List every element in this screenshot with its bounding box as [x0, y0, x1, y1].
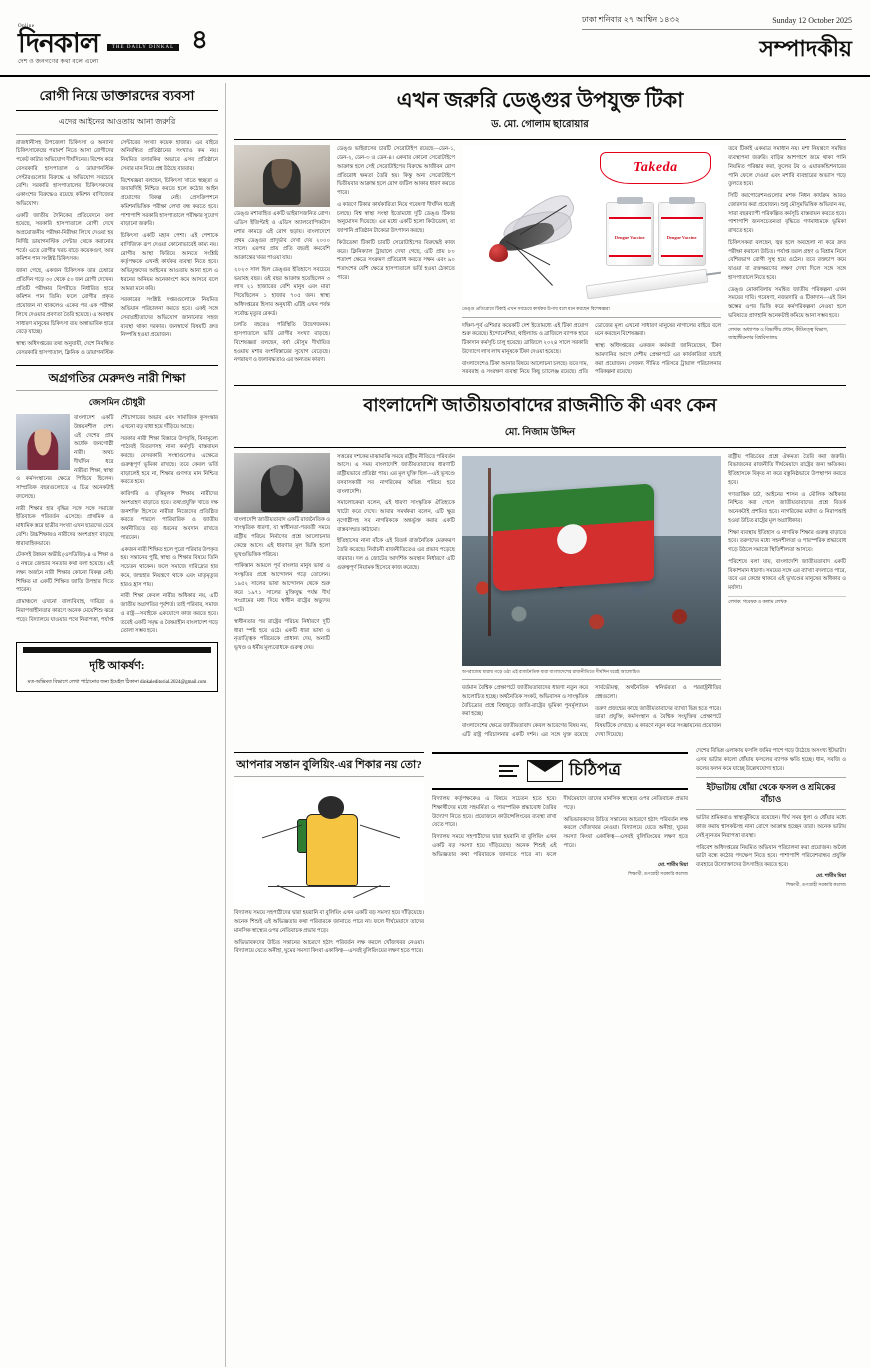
nationalism-body [234, 453, 846, 741]
nationalism-headline: বাংলাদেশি জাতীয়তাবাদের রাজনীতি কী এবং কেন [363, 394, 717, 415]
nationalism-figure-block [462, 453, 721, 741]
paragraph: কারিগরি ও বৃত্তিমূলক শিক্ষায় নারীদের অংশগ্রহণ বাড়াতে হবে। তথ্যপ্রযুক্তি খাতে দক্ষ জনশক্তি হিসেবে নারীরা নিজেদের প্রতিষ্ঠিত করতে পারলে পারিবারিক ও জাতীয় অর্থনীতিতে বড় ধরনের অবদান রাখতে পারবেন। [120, 491, 218, 541]
paragraph: ডেঙ্গু ভাইরাসের চারটি সেরোটাইপ রয়েছে—ডেন-১, ডেন-২, ডেন-৩ ও ডেন-৪। একবার কোনো সেরোটাইপে আক্রান্ত হলে সেই সেরোটাইপের বিরুদ্ধে আজীবন রোগ প্রতিরোধ ক্ষমতা তৈরি হয়। কিন্তু অন্য সেরোটাইপে দ্বিতীয়বার আক্রান্ত হলে রোগ জটিল আকার ধারণ করতে পারে। [337, 146, 455, 197]
paragraph: পাকিস্তান আমলে পূর্ব বাংলার মানুষ ভাষা ও সংস্কৃতির প্রশ্নে আন্দোলন গড়ে তোলেন। ১৯৫২ সালের ভাষা আন্দোলন থেকে শুরু করে ১৯৭১ সালের মুক্তিযুদ্ধ পর্যন্ত দীর্ঘ সংগ্রামের মধ্য দিয়ে স্বাধীন রাষ্ট্রের অভ্যুদয় ঘটে। [234, 563, 330, 614]
lead-col-1 [234, 145, 330, 378]
paragraph: তরুণ প্রজন্মের কাছে জাতীয়তাবাদের ব্যাখ্যা ভিন্ন হতে পারে। তারা প্রযুক্তি, কর্মসংস্থান ও বৈশ্বিক সংযুক্তির প্রেক্ষাপটে বিষয়টিকে দেখছে। এ কারণে নতুন করে সংজ্ঞায়নের প্রয়োজন দেখা দিয়েছে। [595, 705, 722, 738]
paragraph: বাংলাদেশের ক্ষেত্রে জাতীয়তাবাদ কেবল আবেগের বিষয় নয়, এটি রাষ্ট্র পরিচালনার একটি দর্শন। এর সঙ্গে যুক্ত রয়েছে সার্বভৌমত্ব, অর্থনৈতিক স্বনির্ভরতা ও পররাষ্ট্রনীতির প্রশ্নগুলো। [461, 685, 722, 738]
vial-label: Dengue Vaccine [609, 217, 651, 257]
letter-signature: মো. শামীম মিয়া [816, 873, 846, 879]
left-column [16, 83, 226, 1367]
paragraph: গ্রামাঞ্চলে এখনো বাল্যবিবাহ, দারিদ্র্য ও নিরাপত্তাহীনতার কারণে অনেক মেয়েশিশু ঝরে পড়ে। বিদ্যালয়ে যাওয়ার পথে নিরাপত্তা, পর্যাপ্ত শৌচাগারের অভাব এবং সামাজিক কুসংস্কার এখনো বড় বাধা হয়ে দাঁড়িয়ে আছে। [16, 415, 218, 623]
author-portrait [16, 414, 70, 470]
letter-bullying-body [234, 909, 424, 956]
party-flag [493, 484, 654, 592]
dengue-vaccine-figure [462, 145, 721, 303]
nationalism-col-2 [337, 453, 455, 741]
paragraph: চিকিৎসকরা বলছেন, জ্বর হলে অবহেলা না করে দ্রুত পরীক্ষা করানো উচিত। পর্যাপ্ত তরল গ্রহণ ও বিশ্রাম নিলে বেশিরভাগ রোগী সুস্থ হয়ে ওঠেন। তবে রক্তচাপ কমে যাওয়া বা রক্তক্ষরণের লক্ষণ দেখা দিলে সঙ্গে সঙ্গে হাসপাতালে নিতে হবে। [728, 239, 846, 281]
paragraph: দক্ষিণ-পূর্ব এশিয়ার কয়েকটি দেশ ইতোমধ্যে এই টিকা প্রয়োগ শুরু করেছে। ইন্দোনেশিয়া, থাইল্যান্ড ও ব্রাজিলে ব্যাপক হারে টিকাদান কর্মসূচি চালু হয়েছে। ব্রাজিলে ২০২৪ সালে সরকারি উদ্যোগে লাখ লাখ মানুষকে টিকা দেওয়া হয়েছে। [461, 322, 588, 355]
page-number: ৪ [191, 24, 208, 54]
letter-brick-body [696, 814, 846, 870]
attention-text[interactable]: মত-অভিমত বিভাগে লেখা পাঠানোর জন্য ইমেইল ঠিকানা dinkaleditorial.2024@gmail.com [27, 680, 207, 686]
vial-cap [617, 197, 643, 204]
nationalism-col2-text [337, 453, 455, 573]
lead-headline: এখন জরুরি ডেঙ্গুর উপযুক্ত টিকা [396, 88, 684, 112]
lead-figure-text [462, 322, 721, 379]
nationalism-col-5 [728, 453, 846, 741]
logo-tagline: দেশ ও জনগণের কথা বলে এলো [18, 58, 99, 65]
paragraph: বাংলাদেশ একটি উন্নয়নশীল দেশ। এই দেশের প্রায় অর্ধেক জনগোষ্ঠী নারী। অথচ দীর্ঘদিন ধরে নারীরা শিক্ষা, স্বাস্থ্য ও কর্মসংস্থানের ক্ষেত্রে পিছিয়ে ছিলেন। সাম্প্রতিক বছরগুলোতে এ চিত্র অনেকটাই বদলেছে। [16, 415, 114, 500]
lead-article [234, 87, 846, 379]
bullying-illustration [234, 781, 424, 906]
vial-label: Dengue Vaccine [661, 217, 703, 257]
page-content [0, 77, 870, 1367]
letters-center [432, 747, 688, 959]
paragraph: ডেঙ্গু মোকাবিলায় সমন্বিত জাতীয় পরিকল্পনা এখন সময়ের দাবি। গবেষণা, নজরদারি ও টিকাদান—এই তিন স্তম্ভের ওপর ভিত্তি করে কর্মপরিকল্পনা নেওয়া হলে ভবিষ্যতে প্রাণহানি অনেকটাই কমিয়ে আনা সম্ভব হবে। [728, 286, 846, 319]
paragraph: শিক্ষা ব্যবস্থায় ইতিহাস ও নাগরিক শিক্ষার গুরুত্ব বাড়াতে হবে। তরুণদের মধ্যে সহনশীলতা ও পারস্পরিক শ্রদ্ধাবোধ গড়ে উঠলে সমাজে স্থিতিশীলতা আসবে। [728, 529, 846, 554]
editorial-body [16, 139, 218, 358]
lead-figure-block [462, 145, 721, 378]
nationalism-col-1 [234, 453, 330, 741]
attention-box [16, 642, 218, 692]
letters-section [234, 747, 846, 959]
author-portrait [234, 453, 330, 513]
logo-main-text: দিনকাল [18, 27, 99, 58]
lead-author-credit: লেখক: অধ্যাপক ও বিভাগীয় প্রধান, কীটতত্ত্ব বিভাগ, জাহাঙ্গীরনগর বিশ্ববিদ্যালয় [728, 324, 846, 343]
paragraph: নারী শিক্ষার হার বৃদ্ধির সঙ্গে সঙ্গে সমাজে ইতিবাচক পরিবর্তন এসেছে। প্রাথমিক ও মাধ্যমিক স্তরে ছাত্রীর সংখ্যা এখন ছাত্রদের চেয়ে বেশি। উচ্চশিক্ষায়ও নারীদের অংশগ্রহণ বাড়ছে ধারাবাহিকভাবে। [16, 505, 114, 547]
section-title: সম্পাদকীয় [759, 36, 852, 61]
editorial-headline: রোগী নিয়ে ডাক্তারদের ব্যবসা [39, 88, 195, 103]
letter-brick-kiln [696, 747, 846, 959]
nationalism-col1-text [234, 516, 330, 653]
lead-col1-text [234, 210, 330, 365]
lead-col-2 [337, 145, 455, 378]
paragraph: চিকিৎসা একটি মহান পেশা। এই পেশাকে বাণিজ্যিক রূপ দেওয়া কোনোভাবেই কাম্য নয়। রোগীর আস্থা ফিরিয়ে আনতে সংশ্লিষ্ট কর্তৃপক্ষকে এখনই কার্যকর ব্যবস্থা নিতে হবে। অভিযুক্তদের আইনের আওতায় আনা হলে এ ধরনের অনিয়ম অনেকাংশে কমে আসবে বলে আমরা মনে করি। [120, 233, 218, 292]
vaccine-vial-2 [658, 202, 706, 266]
paragraph: বিদ্যালয় সময়ে সহপাঠীদের দ্বারা হয়রানি বা বুলিয়িং এখন একটি বড় সমস্যা হয়ে দাঁড়িয়েছে। অনেক শিশুই এই অভিজ্ঞতার কথা পরিবারকে জানাতে পারে না। ফলে দীর্ঘমেয়াদে তাদের মানসিক স্বাস্থ্যের ওপর নেতিবাচক প্রভাব পড়ে। [432, 796, 688, 858]
flag-pole [488, 468, 491, 636]
child-head [318, 796, 345, 819]
paragraph: সরকারের সংশ্লিষ্ট দপ্তরগুলোকে নিয়মিত অভিযান পরিচালনা করতে হবে। একই সঙ্গে সেবাগ্রহীতাদের অভিযোগ জানানোর সহজ ব্যবস্থা থাকা দরকার। জনস্বার্থে বিষয়টি দ্রুত নিষ্পত্তি হওয়া প্রয়োজন। [120, 297, 218, 339]
paragraph: টেকসই উন্নয়ন অভীষ্ট (এসডিজি)-৪ এ শিক্ষা ও ৫ নম্বরে জেন্ডার সমতার কথা বলা হয়েছে। এই লক্ষ্য অর্জনে নারী শিক্ষার কোনো বিকল্প নেই। শিক্ষিত মা একটি শিক্ষিত জাতি উপহার দিতে পারেন। [16, 552, 114, 594]
masthead-right [582, 14, 852, 69]
paragraph: বিশেষজ্ঞরা বলছেন, চিকিৎসা খাতে স্বচ্ছতা ও জবাবদিহি নিশ্চিত করতে হলে কঠোর আইন প্রয়োগের বিকল্প নেই। প্রেসক্রিপশনে কমিশনভিত্তিক পরীক্ষা লেখা বন্ধ করতে হবে। পাশাপাশি সরকারি হাসপাতালে পরীক্ষার সুযোগ বাড়ানো জরুরি। [120, 177, 218, 228]
child-body [306, 814, 357, 886]
paragraph: স্বাস্থ্য অধিদপ্তরের একজন কর্মকর্তা জানিয়েছেন, টিকা আমদানির আগে দেশীয় প্রেক্ষাপটে এর কার্যকারিতা যাচাই করা প্রয়োজন। সেজন্য সীমিত পরিসরে ট্রায়াল পরিচালনার পরিকল্পনা রয়েছে। [595, 343, 722, 376]
paragraph: সরকার নারী শিক্ষা বিস্তারে উপবৃত্তি, বিনামূল্যে পাঠ্যবই বিতরণসহ নানা কর্মসূচি বাস্তবায়ন করছে। বেসরকারি সংস্থাগুলোও এক্ষেত্রে গুরুত্বপূর্ণ ভূমিকা রাখছে। তবে কেবল ভর্তি বাড়ালেই হবে না, শিক্ষার গুণগত মান নিশ্চিত করতে হবে। [120, 435, 218, 486]
paragraph: জানা গেছে, একজন চিকিৎসক তার চেম্বারে প্রতিদিন গড়ে ৩০ থেকে ৫০ জন রোগী দেখেন। প্রতিটি পরীক্ষার বিপরীতে নির্ধারিত হারে কমিশন পান তিনি। ফলে রোগীর প্রকৃত প্রয়োজন না থাকলেও একের পর এক পরীক্ষা লিখে দেওয়ার প্রবণতা তৈরি হয়েছে। এ অবস্থায় সাধারণ মানুষের চিকিৎসা ব্যয় অস্বাভাবিক হারে বেড়ে যাচ্ছে। [16, 268, 114, 336]
speed-lines-icon [499, 762, 521, 780]
lead-col2-text [337, 145, 455, 282]
lead-byline: ড. মো. গোলাম ছারোয়ার [491, 119, 589, 131]
paragraph: পরিশেষে বলা যায়, বাংলাদেশি জাতীয়তাবাদ একটি বিকাশমান ধারণা। সময়ের সঙ্গে এর ব্যাখ্যা বদলাতে পারে, তবে এর কেন্দ্রে থাকবে এই ভূখণ্ডের মানুষের অধিকার ও মর্যাদা। [728, 558, 846, 592]
paragraph: পরিবেশ অধিদপ্তরের নিয়মিত অভিযান পরিচালনা করা প্রয়োজন। অবৈধ ভাটা বন্ধে কঠোর পদক্ষেপ নিতে হবে। পাশাপাশি পরিবেশবান্ধব প্রযুক্তি ব্যবহারে উদ্যোক্তাদের উৎসাহিত করতে হবে। [696, 844, 846, 869]
paragraph: নারী শিক্ষা কেবল নারীর অধিকার নয়, এটি জাতীয় অগ্রগতির পূর্বশর্ত। তাই পরিবার, সমাজ ও রাষ্ট্র—সবাইকে একযোগে কাজ করতে হবে। তবেই একটি সমৃদ্ধ ও বৈষম্যহীন বাংলাদেশ গড়ে তোলা সম্ভব হবে। [120, 593, 218, 635]
paragraph: রাজধানীসহ উপজেলা চিকিৎসা ও অন্যান্য চিকিৎসাকেন্দ্রে পরামর্শ নিতে আসা রোগীদের পকেট কাটার অভিযোগ দীর্ঘদিনের। বিশেষ করে বেসরকারি হাসপাতাল ও ডায়াগনস্টিক সেন্টারগুলোর বিরুদ্ধে এ অভিযোগ সবচেয়ে বেশি। সরকারি হাসপাতালের চিকিৎসকদের একাংশের বিরুদ্ধেও রয়েছে কমিশন বাণিজ্যের অভিযোগ। [16, 139, 114, 207]
paragraph: দেশের বিভিন্ন এলাকায় ফসলি জমির পাশে গড়ে উঠেছে অসংখ্য ইটভাটা। এসব ভাটার কালো ধোঁয়ায় ফসলের ব্যাপক ক্ষতি হচ্ছে। ধান, সবজি ও ফলের ফলন কমে যাচ্ছে উল্লেখযোগ্য হারে। [696, 748, 846, 772]
paragraph: বাংলাদেশি জাতীয়তাবাদ একটি রাজনৈতিক ও সাংস্কৃতিক ধারণা, যা স্বাধীনতা-পরবর্তী সময়ে রাষ্ট্রীয় পরিচয় নির্মাণের প্রশ্নে আলোচনার কেন্দ্রে আসে। এই ধারণার মূল ভিত্তি হলো ভূখণ্ডভিত্তিক পরিচয়। [234, 516, 330, 558]
nationalism-figure-text [462, 684, 721, 741]
nationalism-col5-text [728, 453, 846, 593]
paragraph: ডেঙ্গু মশাবাহিত একটি ভাইরাসজনিত রোগ। এডিস ইজিপ্টাই ও এডিস অ্যালবোপিকটাস মশার কামড়ে এই রোগ ছড়ায়। বাংলাদেশে প্রথম ডেঙ্গুর প্রাদুর্ভাব দেখা দেয় ২০০০ সালে। এরপর প্রায় প্রতি বছরই কমবেশি আক্রান্তের খবর পাওয়া যায়। [234, 211, 330, 262]
author-photo [234, 145, 330, 207]
paragraph: এ কারণে টিকার কার্যকারিতা নিয়ে গবেষণা দীর্ঘদিন ধরেই চলছে। বিশ্ব স্বাস্থ্য সংস্থা ইতোমধ্যে দুটি ডেঙ্গু টিকার অনুমোদন দিয়েছে। এর মধ্যে একটি হলো কিউডেঙ্গা, যা জাপানি প্রতিষ্ঠান টাকেডা উৎপাদন করছে। [337, 201, 455, 235]
women-education-headline: অগ্রগতির মেরুদণ্ড নারী শিক্ষা [48, 370, 186, 385]
attention-title: দৃষ্টি আকর্ষণ: [89, 660, 145, 673]
paragraph: বিদ্যালয় কর্তৃপক্ষকেও এ বিষয়ে সচেতন হতে হবে। শিক্ষার্থীদের মধ্যে সহমর্মিতা ও পারস্পরিক শ্রদ্ধাবোধ তৈরির উদ্যোগ নিতে হবে। প্রয়োজনে কাউন্সেলিংয়ের ব্যবস্থা রাখা যেতে পারে। [432, 796, 557, 829]
masthead-left [18, 19, 208, 65]
women-education-body [16, 414, 218, 636]
women-education-byline: জেসমিন চৌধুরী [88, 397, 146, 408]
paragraph: সিটি করপোরেশনগুলোর মশক নিধন কার্যক্রম আরও জোরদার করা প্রয়োজন। শুধু মৌসুমভিত্তিক অভিযান নয়, সারা বছরব্যাপী পরিকল্পিত কর্মসূচি বাস্তবায়ন করতে হবে। পাশাপাশি জনসচেতনতা বৃদ্ধিতে গণমাধ্যমকে ভূমিকা রাখতে হবে। [728, 193, 846, 235]
letters-masthead [432, 752, 688, 790]
logo-wordmark [18, 27, 179, 58]
vaccine-vial-1 [606, 202, 654, 266]
letter-bullying [234, 747, 424, 959]
rally-photo [462, 456, 721, 666]
date-english: Sunday 12 October 2025 [772, 16, 852, 25]
envelope-icon [527, 760, 563, 782]
paragraph: ২০২৩ সাল ছিল ডেঙ্গুর ইতিহাসে সবচেয়ে ভয়াবহ বছর। ওই বছর আক্রান্ত হয়েছিলেন ৩ লাখ ২১ হাজারের বেশি মানুষ এবং মারা গিয়েছিলেন ১ হাজার ৭০৫ জন। স্বাস্থ্য অধিদপ্তরের হিসাব অনুযায়ী এটিই এখন পর্যন্ত সর্বোচ্চ মৃত্যুর রেকর্ড। [234, 266, 330, 317]
lead-col-5 [728, 145, 846, 378]
date-bengali: ঢাকা শনিবার ২৭ আশ্বিন ১৪৩২ [582, 15, 680, 24]
attention-bar [23, 647, 211, 653]
takeda-logo: Takeda [600, 152, 711, 184]
letters-title: চিঠিপত্র [568, 760, 622, 780]
letter-signature: মো. শামীম মিয়া [658, 863, 688, 869]
letter-signature-sub: শিক্ষার্থী, গুণগ্রাহী সরকারি কলেজ [786, 881, 846, 887]
paragraph: অভিভাবকদের উচিত সন্তানের আচরণে হঠাৎ পরিবর্তন লক্ষ করলে খোঁজখবর নেওয়া। বিদ্যালয়ে যেতে অনীহা, ঘুমের সমস্যা কিংবা একাকিত্ব—এসবই বুলিয়িংয়ের লক্ষণ হতে পারে। [563, 816, 688, 849]
main-column [226, 83, 854, 1367]
paragraph: একটি জাতীয় দৈনিকের প্রতিবেদনে বলা হয়েছে, সরকারি হাসপাতালে রোগী দেখে অপ্রয়োজনীয় পরীক্ষা-নিরীক্ষা লিখে দেওয়া হয় নির্দিষ্ট ডায়াগনস্টিক সেন্টার থেকে করানোর শর্তে। এতে রোগীর খরচ বাড়ে কয়েকগুণ, আর কমিশন পান সংশ্লিষ্ট চিকিৎসক। [16, 212, 114, 263]
paragraph: চলতি বছরেও পরিস্থিতি উদ্বেগজনক। হাসপাতালে ভর্তি রোগীর সংখ্যা বাড়ছে। বিশেষজ্ঞরা বলছেন, বর্ষা মৌসুম দীর্ঘায়িত হওয়ায় মশার বংশবিস্তারের সুযোগ বেড়েছে। নগরায়ণ ও জলাবদ্ধতাও এর অন্যতম কারণ। [234, 322, 330, 364]
blood-drop [489, 244, 508, 262]
figure-caption: ডেঙ্গু প্রতিরোধে টিকাই এখন সবচেয়ে কার্যকর উপায় বলে মনে করছেন বিশেষজ্ঞরা [461, 306, 610, 312]
newspaper-logo[interactable] [18, 24, 179, 65]
rally-photo-caption: অপরাজেয় ধারায় গড়ে ওঠা এই রাজনৈতিক ধারা বাংলাদেশের রাজনীতিতে দীর্ঘদিন ধরেই আলোচিত [461, 668, 640, 674]
syringe-icon [586, 268, 709, 299]
lead-body [234, 145, 846, 378]
letter-bullying-continued [432, 795, 688, 859]
paragraph: বাংলাদেশেও টিকা আনার বিষয়ে আলোচনা চলছে। তবে দাম, সরবরাহ ও সংরক্ষণ ব্যবস্থা নিয়ে কিছু চ্যালেঞ্জ রয়েছে। প্রতি ডোজের মূল্য এখনো সাধারণ মানুষের নাগালের বাইরে বলে মনে করছেন বিশেষজ্ঞরা। [461, 322, 722, 376]
editorial-deck: এদের আইনের আওতায় আনা জরুরি [58, 116, 176, 126]
date-row [582, 14, 852, 30]
mosquito-leg [512, 245, 552, 287]
paragraph: গণতান্ত্রিক চর্চা, আইনের শাসন ও মৌলিক অধিকার নিশ্চিত করা গেলে জাতীয়তাবাদের প্রশ্নে বিতর্ক অনেকটাই প্রশমিত হবে। নাগরিকের মর্যাদা ও নিরাপত্তাই হওয়া উচিত রাষ্ট্রের মূল অগ্রাধিকার। [728, 491, 846, 524]
lead-col5-text [728, 145, 846, 320]
paragraph: একজন নারী শিক্ষিত হলে পুরো পরিবার উপকৃত হয়। সন্তানের পুষ্টি, স্বাস্থ্য ও শিক্ষার বিষয়ে তিনি সচেতন থাকেন। ফলে সমাজে দারিদ্র্যের হার কমে, জন্মহার নিয়ন্ত্রণে থাকে এবং মাতৃমৃত্যুর হারও হ্রাস পায়। [120, 546, 219, 588]
nationalism-byline: মো. নিজাম উদ্দিন [504, 426, 576, 438]
letter-brick-headline: ইটভাটায় ধোঁয়া থেকে ফসল ও শ্রমিকের বাঁচাও [706, 782, 836, 804]
paragraph: রাষ্ট্রীয় পরিচয়ের প্রশ্নে ঐকমত্য তৈরি করা জরুরি। বিভাজনের রাজনীতি দীর্ঘমেয়াদে রাষ্ট্রের জন্য ক্ষতিকর। ইতিহাসকে বিকৃত না করে বস্তুনিষ্ঠভাবে উপস্থাপন করতে হবে। [728, 453, 846, 486]
letter-signature-sub: শিক্ষার্থী, গুণগ্রাহী সরকারি কলেজ [628, 871, 688, 877]
paragraph: বিদ্যালয় সময়ে সহপাঠীদের দ্বারা হয়রানি বা বুলিয়িং এখন একটি বড় সমস্যা হয়ে দাঁড়িয়েছে। অনেক শিশুই এই অভিজ্ঞতার কথা পরিবারকে জানাতে পারে না। ফলে দীর্ঘমেয়াদে তাদের মানসিক স্বাস্থ্যের ওপর নেতিবাচক প্রভাব পড়ে। [234, 910, 424, 934]
paragraph: সমালোচকরা বলেন, এই ধারণা সাংস্কৃতিক ঐতিহ্যকে খাটো করে দেখে। আবার সমর্থকরা বলেন, এটি ক্ষুদ্র নৃগোষ্ঠীসহ সব নাগরিককে অন্তর্ভুক্ত করার একটি বাস্তবসম্মত কাঠামো। [337, 500, 455, 533]
logo-english-strip: THE DAILY DINKAL [107, 44, 179, 51]
nationalism-credit: লেখক: গবেষক ও কলাম লেখক [728, 596, 846, 607]
letter-brick-intro [696, 747, 846, 773]
paragraph: স্বাস্থ্য অধিদপ্তরের তথ্য অনুযায়ী, দেশে নিবন্ধিত বেসরকারি হাসপাতাল, ক্লিনিক ও ডায়াগনস্টিক সেন্টারের সংখ্যা কয়েক হাজার। এর বাইরে অনিবন্ধিত প্রতিষ্ঠানের সংখ্যাও কম নয়। নিয়মিত তদারকির অভাবে এসব প্রতিষ্ঠানে সেবার মান নিয়ে প্রশ্ন উঠছে বারবার। [16, 139, 218, 356]
mosquito-illustration [472, 190, 591, 278]
logo-online-label: Online [18, 23, 35, 29]
paragraph: স্বাধীনতার পর রাষ্ট্রের পরিচয় নির্ধারণে দুটি ধারা স্পষ্ট হয়ে ওঠে। একটি ধারা ভাষা ও নৃতাত্ত্বিক পরিচয়কে প্রাধান্য দেয়, অন্যটি ভূখণ্ড ও ধর্মীয় মূল্যবোধকে গুরুত্ব দেয়। [234, 618, 330, 652]
paragraph: তবে টিকাই একমাত্র সমাধান নয়। মশা নিয়ন্ত্রণে সমন্বিত ব্যবস্থাপনা জরুরি। বাড়ির আশপাশে জমে থাকা পানি নিয়মিত পরিষ্কার করা, ফুলের টব ও এয়ারকন্ডিশনারের পানি ফেলে দেওয়া এবং মশারি ব্যবহারের অভ্যাস গড়ে তুলতে হবে। [728, 146, 846, 188]
vial-cap [669, 197, 695, 204]
paragraph: বর্তমান বৈশ্বিক প্রেক্ষাপটে জাতীয়তাবাদের ধারণা নতুন করে আলোচিত হচ্ছে। অর্থনৈতিক সংকট, অভিবাসন ও সাংস্কৃতিক বৈচিত্র্যের প্রশ্নে বিশ্বজুড়ে জাতি-রাষ্ট্রের ভূমিকা পুনর্মূল্যায়ন করা হচ্ছে। [461, 685, 588, 718]
paragraph: ইতিহাসের নানা বাঁকে এই বিতর্ক রাজনৈতিক মেরুকরণ তৈরি করেছে। নির্বাচনী রাজনীতিতেও এর প্রভাব পড়েছে বারবার। দল ও জোটের আদর্শিক অবস্থান নির্ধারণে এটি গুরুত্বপূর্ণ নিয়ামক হিসেবে কাজ করেছে। [337, 538, 455, 571]
paragraph: ভাটার শ্রমিকরাও স্বাস্থ্যঝুঁকিতে রয়েছেন। দীর্ঘ সময় ধুলা ও ধোঁয়ার মধ্যে কাজ করায় শ্বাসকষ্টসহ নানা রোগে আক্রান্ত হচ্ছেন তারা। অনেক ভাটায় নেই ন্যূনতম নিরাপত্তা ব্যবস্থা। [696, 815, 846, 839]
paragraph: কিউডেঙ্গা টিকাটি চারটি সেরোটাইপের বিরুদ্ধেই কাজ করে। ক্লিনিক্যাল ট্রায়ালে দেখা গেছে, এটি প্রায় ৮০ শতাংশ ক্ষেত্রে সংক্রমণ প্রতিরোধ করতে সক্ষম এবং ৯০ শতাংশের বেশি ক্ষেত্রে হাসপাতালে ভর্তি হওয়া ঠেকাতে পারে। [337, 239, 455, 281]
paragraph: অভিভাবকদের উচিত সন্তানের আচরণে হঠাৎ পরিবর্তন লক্ষ করলে খোঁজখবর নেওয়া। বিদ্যালয়ে যেতে অনীহা, ঘুমের সমস্যা কিংবা একাকিত্ব—এসবই বুলিয়িংয়ের লক্ষণ হতে পারে। [234, 939, 424, 955]
letter-bullying-headline: আপনার সন্তান বুলিয়িং-এর শিকার নয় তো? [236, 759, 422, 772]
paragraph: সত্তরের দশকের মাঝামাঝি সময়ে রাষ্ট্রীয় নীতিতে পরিবর্তন আসে। এ সময় বাংলাদেশি জাতীয়তাবাদের ধারণাটি রাষ্ট্রীয়ভাবে প্রতিষ্ঠা পায়। এর মূল যুক্তি ছিল—এই ভূখণ্ডে বসবাসকারী সব নাগরিকের অভিন্ন পরিচয় হবে বাংলাদেশি। [337, 453, 455, 495]
masthead [0, 0, 870, 77]
